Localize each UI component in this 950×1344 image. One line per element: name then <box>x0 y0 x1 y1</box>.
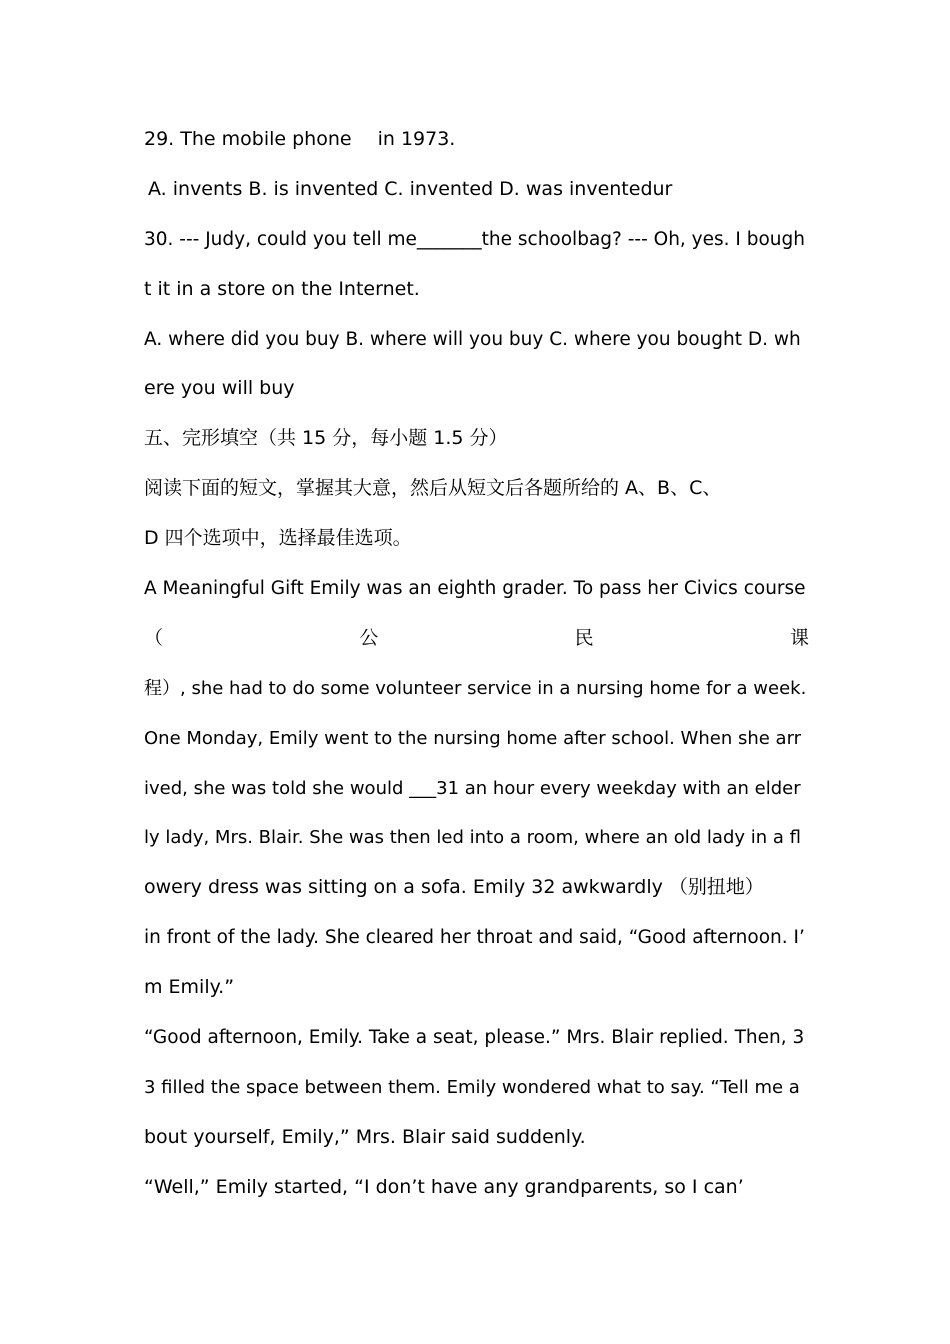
passage-line-4: One Monday, Emily went to the nursing home after school. When she arr <box>144 727 802 749</box>
passage-line-12: bout yourself, Emily,” Mrs. Blair said suddenly. <box>144 1125 586 1148</box>
question-30-stem-text-1: 30. --- Judy, could you tell me_______the schoolbag? --- Oh, yes. I bough <box>144 228 805 250</box>
passage-line-9: m Emily.” <box>144 976 235 999</box>
passage-line-1: A Meaningful Gift Emily was an eighth grader. To pass her Civics course <box>144 578 806 600</box>
question-30-stem-line-2: t it in a store on the Internet. <box>144 277 420 300</box>
section-instruction-line-1: 阅读下面的短文，掌握其大意，然后从短文后各题所给的 A、B、C、 <box>144 477 722 500</box>
question-30-options-line-2: ere you will buy <box>144 377 295 400</box>
passage-line-3: 程）, she had to do some volunteer service in a nursing home for a week. <box>144 677 807 699</box>
question-29-options: A. invents B. is invented C. invented D. was inventedur <box>148 177 673 200</box>
question-30-options-line-1: A. where did you buy B. where will you buy C. where you bought D. wh <box>144 328 801 350</box>
passage-line-5: ived, she was told she would ___31 an hour every weekday with an elder <box>144 777 801 799</box>
passage-char-2: 公 <box>359 626 379 649</box>
question-29-stem <box>144 115 809 165</box>
passage-line-6: ly lady, Mrs. Blair. She was then led into a room, where an old lady in a fl <box>144 827 801 849</box>
passage-line-7: owery dress was sitting on a sofa. Emily 32 awkwardly （别扭地） <box>144 876 764 899</box>
passage-line-10: “Good afternoon, Emily. Take a seat, please.” Mrs. Blair replied. Then, 3 <box>144 1027 805 1049</box>
document-page <box>144 115 809 1213</box>
passage-char-1: （ <box>144 626 164 649</box>
section-heading: 五、完形填空（共 15 分，每小题 1.5 分） <box>144 427 508 450</box>
question-29-stem-after: in 1973. <box>377 128 456 150</box>
passage-line-2 <box>144 614 809 664</box>
passage-line-8: in front of the lady. She cleared her throat and said, “Good afternoon. I’ <box>144 927 805 949</box>
question-30-stem-line-1 <box>144 215 809 265</box>
section-instruction-line-2: D 四个选项中，选择最佳选项。 <box>144 527 412 550</box>
passage-line-13: “Well,” Emily started, “I don’t have any grandparents, so I can’ <box>144 1175 744 1198</box>
passage-line-11: 3 filled the space between them. Emily wondered what to say. “Tell me a <box>144 1076 800 1098</box>
passage-char-3: 民 <box>574 626 594 649</box>
passage-char-4: 课 <box>789 626 809 649</box>
question-29-stem-before: 29. The mobile phone <box>144 128 352 150</box>
